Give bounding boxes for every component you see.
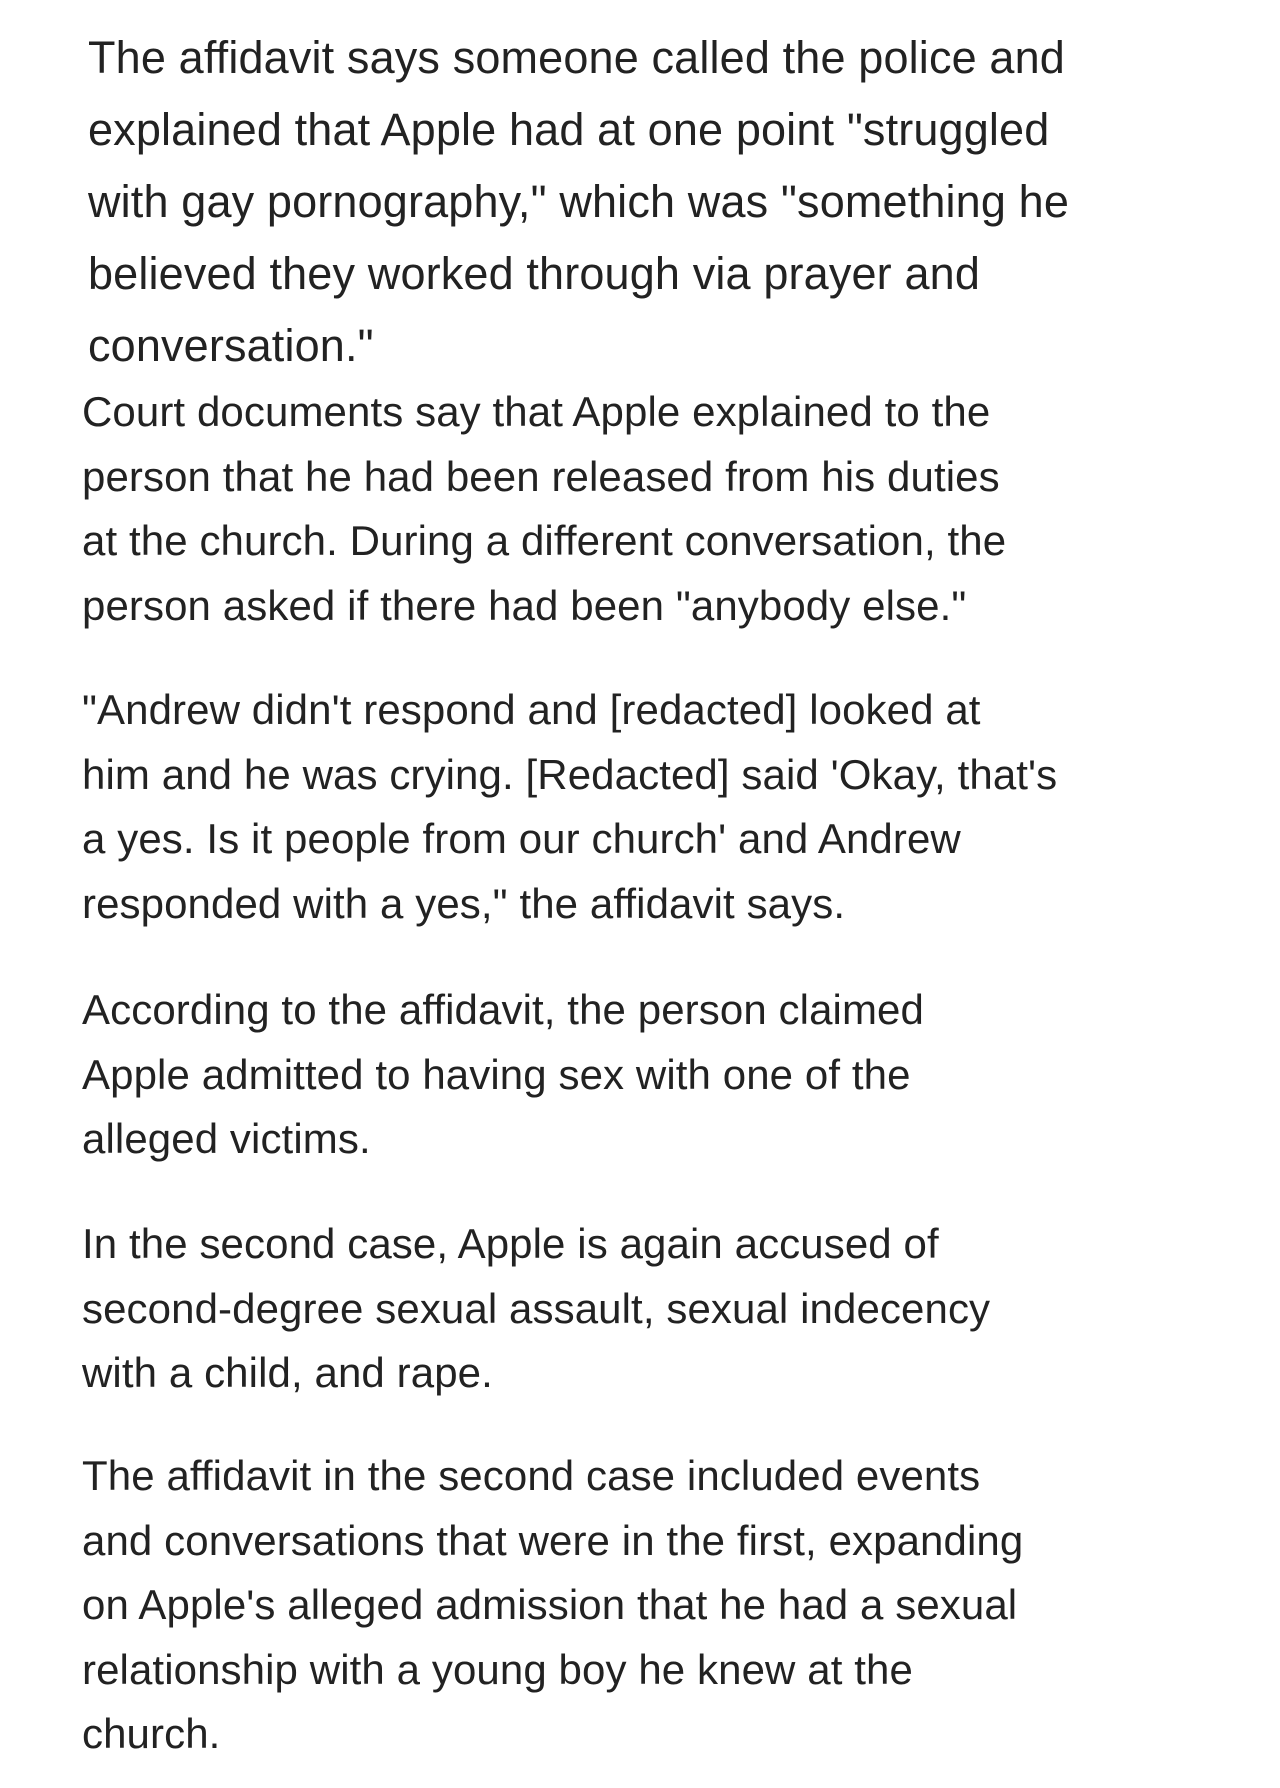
text-line: and conversations that were in the first, expanding [82,1516,1024,1564]
text-line: believed they worked through via prayer and [88,248,980,299]
text-line: Apple admitted to having sex with one of the [82,1050,911,1098]
text-line: According to the affidavit, the person claimed [82,986,924,1033]
text-line: at the church. During a different conversation, the [82,517,1007,564]
paragraph-court-documents [82,380,1232,638]
text-line: relationship with a young boy he knew at the [82,1645,913,1693]
text-line: on Apple's alleged admission that he had a sexual [82,1581,1018,1628]
text-line: The affidavit says someone called the police and [88,32,1065,83]
text-line: "Andrew didn't respond and [redacted] looked at [82,686,981,733]
text-line: responded with a yes," the affidavit says. [82,879,846,927]
paragraph-second-affidavit [82,1444,1232,1767]
text-line: explained that Apple had at one point "struggled [88,104,1050,155]
text-line: with a child, and rape. [82,1349,493,1396]
text-line: In the second case, Apple is again accused of [82,1220,939,1267]
text-line: second-degree sexual assault, sexual indecency [82,1284,991,1332]
text-line: person asked if there had been "anybody else." [82,581,967,629]
text-line: conversation." [88,320,374,371]
text-line: The affidavit in the second case included events [82,1452,981,1499]
paragraph-second-case [82,1212,1232,1406]
text-line: Court documents say that Apple explained to the [82,388,991,435]
text-line: alleged victims. [82,1115,371,1162]
text-line: a yes. Is it people from our church' and Andrew [82,815,961,862]
paragraph-quote-andrew [82,678,1232,936]
paragraph-affidavit-claim [82,978,1232,1172]
quoted-paragraph [88,22,1238,382]
text-line: church. [82,1710,221,1757]
text-line: him and he was crying. [Redacted] said 'Okay, that's [82,750,1058,798]
text-line: person that he had been released from his duties [82,452,1000,500]
text-line: with gay pornography," which was "something he [88,176,1070,227]
